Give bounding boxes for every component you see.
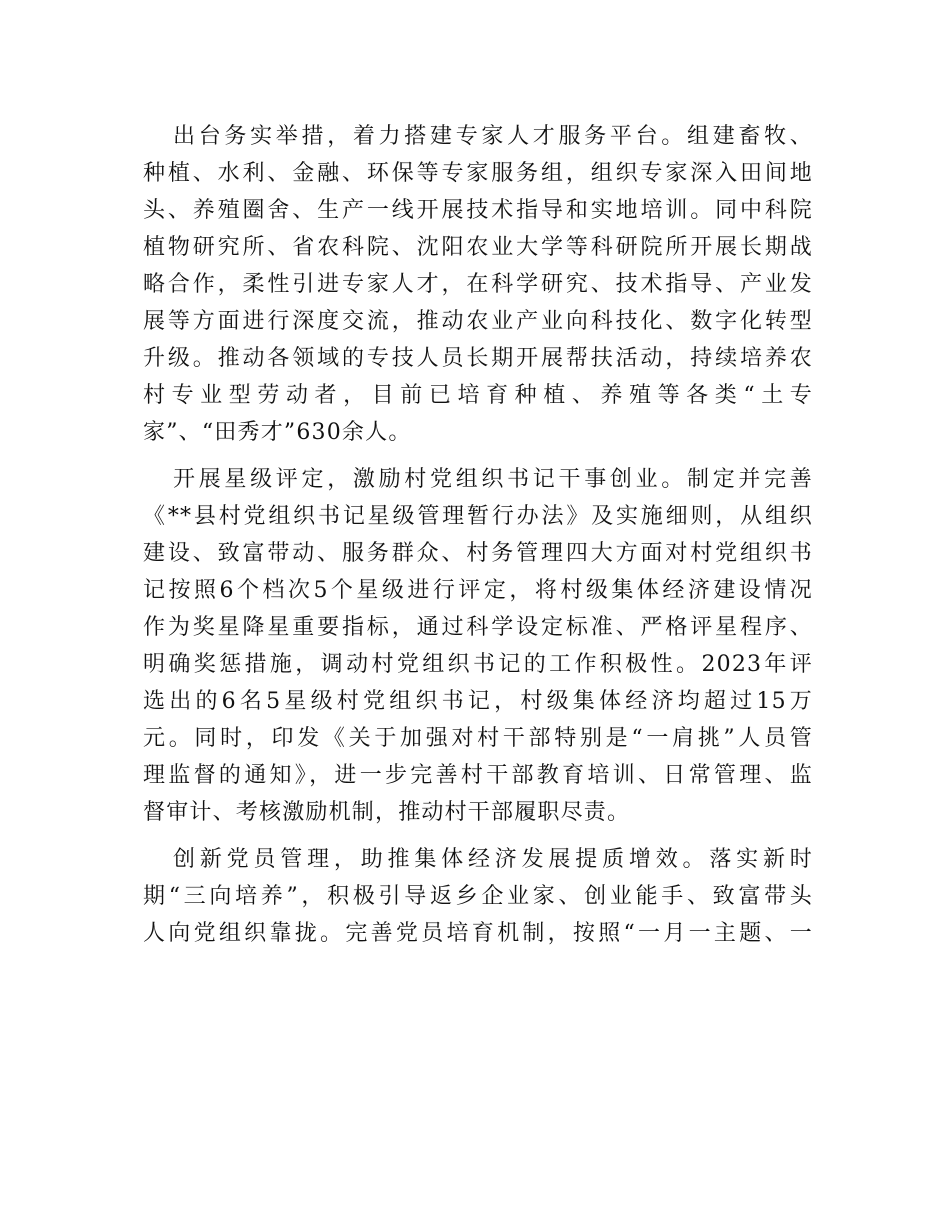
paragraph-star-rating bbox=[143, 461, 813, 831]
text-line: 人向党组织靠拢。完善党员培育机制，按照“一月一主题、一 bbox=[143, 921, 813, 946]
text-line: 家”、“田秀才”630余人。 bbox=[143, 420, 412, 445]
text-line: 理监督的通知》，进一步完善村干部教育培训、日常管理、监 bbox=[143, 763, 813, 788]
text-line: 明确奖惩措施，调动村党组织书记的工作积极性。2023年评 bbox=[143, 652, 813, 677]
text-line: 种植、水利、金融、环保等专家服务组，组织专家深入田间地 bbox=[143, 161, 813, 186]
text-line: 出台务实举措，着力搭建专家人才服务平台。组建畜牧、 bbox=[173, 124, 813, 149]
text-line: 期“三向培养”，积极引导返乡企业家、创业能手、致富带头 bbox=[143, 884, 813, 909]
text-line: 略合作，柔性引进专家人才，在科学研究、技术指导、产业发 bbox=[143, 272, 813, 297]
text-line: 植物研究所、省农科院、沈阳农业大学等科研院所开展长期战 bbox=[143, 235, 813, 260]
text-line: 选出的6名5星级村党组织书记，村级集体经济均超过15万 bbox=[143, 689, 813, 714]
text-line: 升级。推动各领域的专技人员长期开展帮扶活动，持续培养农 bbox=[143, 346, 813, 371]
text-line: 头、养殖圈舍、生产一线开展技术指导和实地培训。同中科院 bbox=[143, 198, 813, 223]
text-line: 开展星级评定，激励村党组织书记干事创业。制定并完善 bbox=[173, 467, 813, 492]
text-line: 村专业型劳动者，目前已培育种植、养殖等各类“土专 bbox=[143, 383, 813, 408]
text-line: 督审计、考核激励机制，推动村干部履职尽责。 bbox=[143, 800, 631, 825]
paragraph-party-member-management bbox=[143, 841, 813, 952]
text-line: 记按照6个档次5个星级进行评定，将村级集体经济建设情况 bbox=[143, 578, 813, 603]
text-line: 创新党员管理，助推集体经济发展提质增效。落实新时 bbox=[173, 847, 813, 872]
text-line: 展等方面进行深度交流，推动农业产业向科技化、数字化转型 bbox=[143, 309, 813, 334]
text-line: 元。同时，印发《关于加强对村干部特别是“一肩挑”人员管 bbox=[143, 726, 813, 751]
text-line: 作为奖星降星重要指标，通过科学设定标准、严格评星程序、 bbox=[143, 615, 813, 640]
text-line: 《**县村党组织书记星级管理暂行办法》及实施细则，从组织 bbox=[143, 504, 813, 529]
text-line: 建设、致富带动、服务群众、村务管理四大方面对村党组织书 bbox=[143, 541, 813, 566]
paragraph-expert-platform bbox=[143, 118, 813, 451]
document-body bbox=[143, 118, 813, 952]
